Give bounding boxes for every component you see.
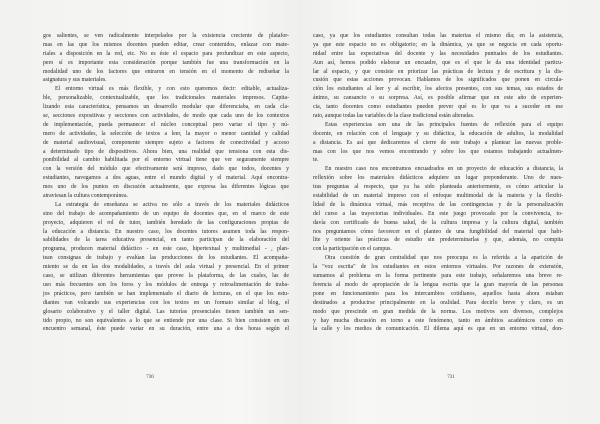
text-line: con la participación en el campus. — [313, 246, 392, 253]
text-line: ya que este espacio no es obligatorio; en la dinámica, ya que se negocia en cada oportu- — [313, 41, 563, 48]
text-line: caso, ya que los estudiantes consultan todas las materias el mismo día; en la asistencia, — [313, 33, 563, 39]
text-line: davía con certificado de buena salud, de la cultura impresa y la cultura digital, también — [313, 219, 563, 226]
text-line: ble, personalizable, contextualizable, que los tradicionales materiales impresos. Capita- — [43, 95, 289, 102]
text-line: tido propio, no son equivalentes a lo que se entiende por una clase. Si bien consisten en un — [43, 317, 289, 324]
text-line: encuentro semanal, éste puede variar en su duración, entre una a dos horas según el — [43, 326, 289, 333]
text-line: nidad entre las expectativas del docente y las necesidades puntuales de los estudiantes. — [313, 50, 563, 57]
text-line: la "voz escrita" de los estudiantes en estos entornos virtuales. Por razones de extensión, — [313, 264, 563, 271]
page-number: 730 — [146, 375, 154, 380]
text-line: a determinado tipo de dispositivos. Ahora bien, una realidad que tensiona con esta dis- — [43, 148, 289, 155]
text-line: rato, aunque todas las variables de la clase tradicional están alteradas. — [313, 113, 475, 120]
text-line: reflexión sobre los materiales didácticos adquiere un lugar preponderante. Uno de nues- — [313, 175, 563, 182]
text-line: se, secciones expositivas y secciones con actividades, de modo que cada uno de los contextos — [43, 113, 289, 120]
text-line: mero de actividades, la selección de textos a leer, la mayor o menor cantidad y calidad — [43, 130, 289, 137]
text-line: y hay mucha discusión en torno a este fenómeno, tanto en ámbitos académicos como en — [313, 317, 563, 324]
text-line: uso más frecuentes son los foros y los módulos de entrega y retroalimentación de traba- — [43, 281, 289, 288]
text-line: ción los estudiantes al leer y al escribir, los afectos presentes, con sus temas, sus estados de — [313, 86, 563, 93]
text-line: Estas experiencias son una de las principales fuentes de reflexión para el equipo — [325, 121, 563, 128]
text-line: programa, producen material didáctico - en este caso, hipertextual y multimedial - , plan- — [43, 246, 289, 253]
text-line: jos prácticos, pero también se han implementado el diario de lecturas, en el que los estu- — [43, 290, 289, 297]
text-line: sumamos al problema en la forma pertinente para este trabajo, señalaremos una breve re- — [313, 273, 563, 280]
text-line: lidad de la dinámica virtual, más receptiva de las contingencias y de la personalización — [313, 201, 563, 208]
text-line: estabilidad de un material impreso con el enfoque multimodal de la materia y la flexibi- — [313, 193, 563, 200]
text-line: del curso a las trayectorias individuales. En este juego provocado por la convivencia, to- — [313, 210, 563, 217]
text-line: cusión que estas acciones provocan. Hablamos de los significados que ponen en circula- — [313, 77, 563, 84]
text-line: de implementación, pueda permanecer el núcleo conceptual pero variar el tipo y nú- — [43, 121, 289, 128]
text-line: lar al espacio, y que consiste en priorizar las prácticas de lectura y de escritura y la dis- — [313, 68, 563, 75]
text-line: la calle y los medios de comunicación. El dilema aquí es que en un entorno virtual, don- — [313, 326, 563, 333]
text-line: En nuestro caso nos encontramos encuadrados en un proyecto de educación a distancia, la — [325, 166, 563, 173]
text-line: estudiantes, navegamos a dos aguas, entre el mundo digital y el material. Aquí encontra- — [43, 175, 289, 182]
page-number: 731 — [447, 375, 455, 380]
text-line: miento se da en las dos modalidades, a través del aula virtual y presencial. En el primer — [43, 264, 289, 271]
text-line: docente, en relación con el lenguaje y su didáctica, la educación de adultos, la modalidad — [313, 130, 563, 137]
text-line: Otra cuestión de gran centralidad que nos preocupa es la referida a la aparición de — [325, 255, 563, 262]
text-line: mas con los que nos vemos encontrando y sobre los que estamos trabajando actualmen- — [313, 148, 563, 155]
text-line: modalidad uno de los factores que entraron en tensión en el momento de rediseñar la — [43, 68, 289, 75]
text-line: sino del trabajo de acompañamiento de un equipo de docentes que, en el marco de este — [43, 210, 289, 217]
text-line: ferencia al modo de apropiación de la lengua escrita que la gran mayoría de las personas — [313, 281, 563, 288]
text-line: gos salientes, se ven radicalmente interpelados por la existencia creciente de platafor- — [43, 33, 289, 39]
text-line: sabilidades de la tarea educativa presencial, en tanto participan de la elaboración del — [43, 237, 289, 244]
text-line: proyecto, adquieren el rol de tutor, también heredado de las configuraciones propias de — [43, 219, 289, 226]
text-line: tean consignas de trabajo y evalúan las producciones de los estudiantes. El acompaña- — [43, 255, 289, 262]
text-line: caso, se utilizan diferentes herramientas que provee la plataforma, de las cuales, las de — [43, 273, 289, 280]
text-line: diantes van volcando sus experiencias con los textos en un formato similar al blog, el — [43, 299, 289, 306]
text-line: tras preguntas al respecto, que ya ha sido planteada anteriormente, es cómo articular la — [313, 184, 563, 191]
text-line: de material audiovisual, componente siempre sujeto a factores de conectividad y acceso — [43, 139, 289, 146]
text-line: mos uno de los puntos en discusión actualmente, que expresa las diferentes lógicas que — [43, 184, 289, 191]
text-line: modo que prescinde en gran medida de la norma. Los motivos son diversos, complejos — [313, 308, 563, 315]
text-line: lite y oriente las prácticas de estudio sin predeterminarlas y que, además, no compita — [313, 237, 563, 244]
text-line: asignatura y sus materiales. — [43, 77, 107, 84]
text-line: la educación a distancia. En nuestro caso, los docentes tutores asumen toda las respon- — [43, 228, 289, 235]
text-line: glosario colaborativo y el taller digital. Las tutorías presenciales tienen también un sen- — [43, 308, 289, 315]
text-line: nos preguntamos cómo favorecer en el planteo de una fungibilidad del material que habi- — [313, 228, 563, 235]
text-line: ponibilidad al cambio habilitada por el entorno virtual tiene que ver seguramente siempre — [43, 157, 289, 164]
text-line: La estrategia de enseñanza se activa no sólo a través de los materiales didácticos — [55, 201, 289, 208]
body-text — [313, 32, 563, 334]
text-line: ánimo, su cansancio o su sorpresa. Así, es posible afirmar que en este año de experien- — [313, 95, 563, 102]
text-line: destinados a producirse principalmente en la oralidad. Para decirlo breve y claro, es un — [313, 299, 563, 306]
body-text — [43, 32, 289, 334]
text-line: Aun así, hemos podido elaborar un encuadre, que es el que le da una identidad particu- — [313, 59, 563, 66]
text-line: El entorno virtual es más flexible, y con esto queremos decir: editable, actualiza- — [55, 86, 289, 93]
text-line: pone en funcionamiento para los intercambios cotidianos, aquellos hasta ahora estaban — [313, 290, 563, 297]
text-line: te. — [313, 157, 319, 164]
text-line: lizando esta característica, pensamos un desarrollo modular que diferenciaba, en cada cla- — [43, 104, 289, 111]
text-line: pero sí es importante esta consideración porque también fue una transformación en la — [43, 59, 289, 66]
text-line: atraviesan la cultura contemporánea. — [43, 193, 128, 200]
right-page — [300, 0, 600, 424]
text-line: a distancia. Es así que dedicaremos el cierre de este trabajo a plantear las nuevas proble- — [313, 139, 563, 146]
text-line: riales a disposición en la red, etc. No es éste el espacio para profundizar en este aspecto, — [43, 50, 289, 57]
text-line: con la versión del módulo que efectivamente será impreso, dado que todos, docentes y — [43, 166, 289, 173]
text-line: mas en las que los mismos docentes pueden editar, crear contenidos, enlazar con mate- — [43, 41, 289, 48]
text-line: cia, tanto docentes como estudiantes pueden prever qué es lo que va a suceder en ese — [313, 104, 563, 111]
